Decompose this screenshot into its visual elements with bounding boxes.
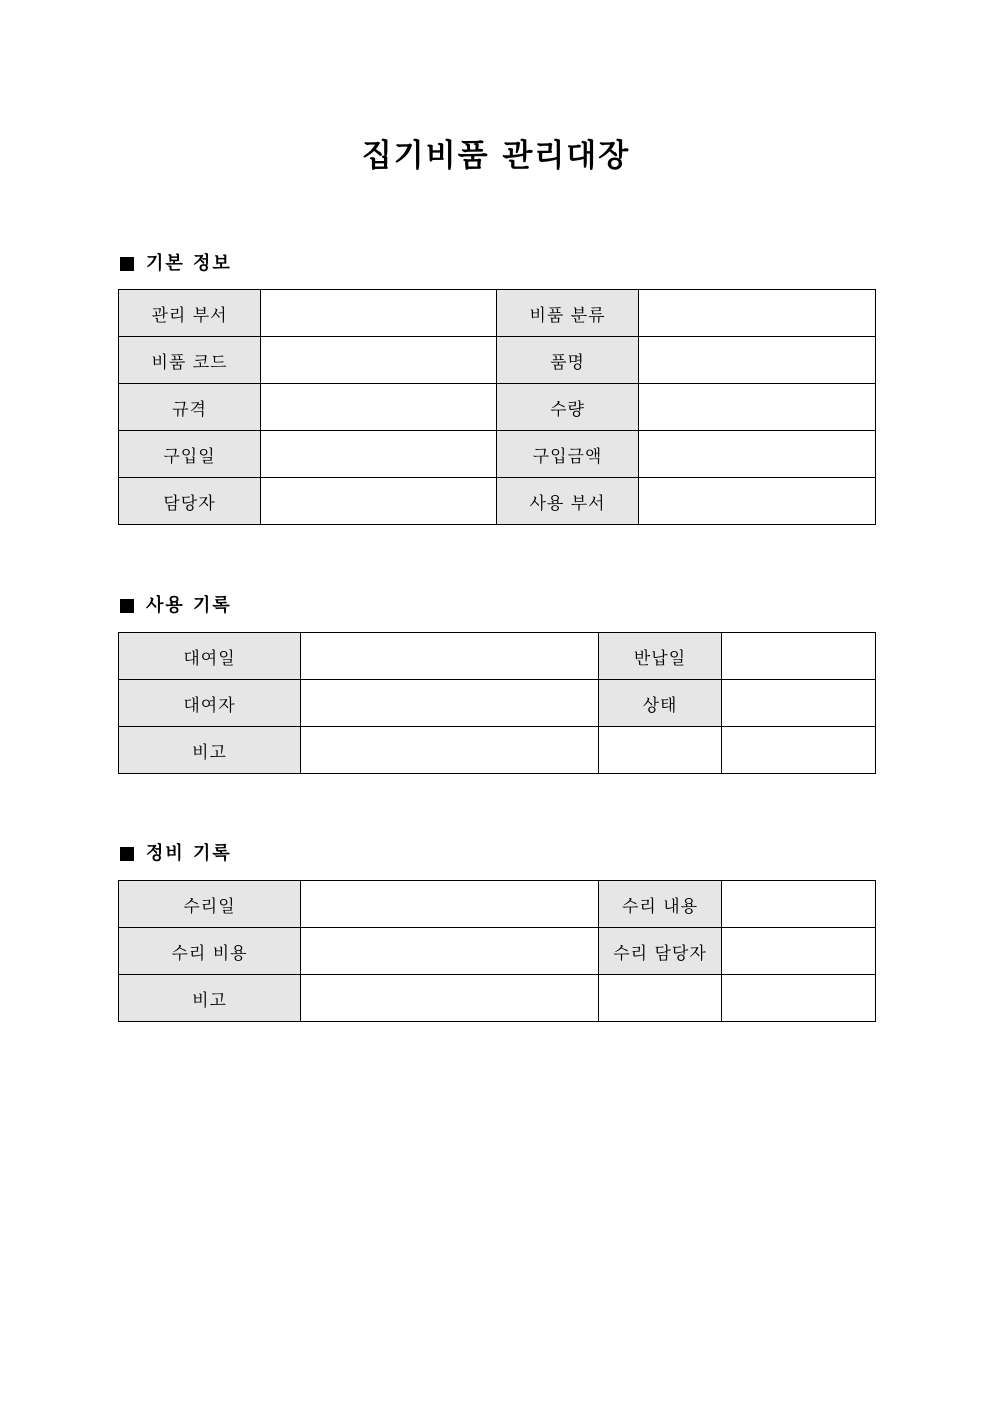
field-label: 상태	[599, 680, 722, 727]
field-label: 품명	[497, 337, 639, 384]
quantity-field[interactable]	[639, 384, 876, 431]
maintenance-remarks-field[interactable]	[301, 975, 599, 1022]
field-label: 비품 분류	[497, 290, 639, 337]
table-row	[119, 384, 876, 431]
borrower-field[interactable]	[301, 680, 599, 727]
field-label: 비고	[119, 727, 301, 774]
square-bullet-icon	[120, 257, 134, 271]
purchase-date-field[interactable]	[261, 431, 497, 478]
field-label: 비고	[119, 975, 301, 1022]
table-row	[119, 431, 876, 478]
status-field[interactable]	[722, 680, 876, 727]
section-title-usage: 사용 기록	[146, 595, 232, 616]
field-label: 수리일	[119, 881, 301, 928]
usage-record-table	[118, 632, 876, 774]
square-bullet-icon	[120, 847, 134, 861]
square-bullet-icon	[120, 599, 134, 613]
section-heading-maintenance	[118, 841, 232, 867]
section-heading-basic	[118, 251, 232, 277]
return-date-field[interactable]	[722, 633, 876, 680]
field-label: 수리 비용	[119, 928, 301, 975]
specification-field[interactable]	[261, 384, 497, 431]
table-row	[119, 928, 876, 975]
usage-remarks-field[interactable]	[301, 727, 599, 774]
purchase-amount-field[interactable]	[639, 431, 876, 478]
table-row	[119, 633, 876, 680]
table-row	[119, 680, 876, 727]
management-department-field[interactable]	[261, 290, 497, 337]
section-heading-usage	[118, 593, 232, 619]
table-row	[119, 727, 876, 774]
maintenance-record-table	[118, 880, 876, 1022]
repair-manager-field[interactable]	[722, 928, 876, 975]
field-label: 대여일	[119, 633, 301, 680]
field-label: 구입금액	[497, 431, 639, 478]
table-row	[119, 881, 876, 928]
field-label: 수량	[497, 384, 639, 431]
using-department-field[interactable]	[639, 478, 876, 525]
field-label: 대여자	[119, 680, 301, 727]
table-row	[119, 290, 876, 337]
section-title-basic: 기본 정보	[146, 253, 232, 274]
field-label: 담당자	[119, 478, 261, 525]
empty-cell[interactable]	[722, 975, 876, 1022]
repair-cost-field[interactable]	[301, 928, 599, 975]
table-row	[119, 337, 876, 384]
field-label: 관리 부서	[119, 290, 261, 337]
empty-cell[interactable]	[599, 727, 722, 774]
field-label: 수리 내용	[599, 881, 722, 928]
repair-details-field[interactable]	[722, 881, 876, 928]
table-row	[119, 975, 876, 1022]
section-title-maintenance: 정비 기록	[146, 843, 232, 864]
field-label: 규격	[119, 384, 261, 431]
manager-field[interactable]	[261, 478, 497, 525]
empty-cell[interactable]	[599, 975, 722, 1022]
repair-date-field[interactable]	[301, 881, 599, 928]
item-category-field[interactable]	[639, 290, 876, 337]
rental-date-field[interactable]	[301, 633, 599, 680]
table-row	[119, 478, 876, 525]
field-label: 사용 부서	[497, 478, 639, 525]
field-label: 반납일	[599, 633, 722, 680]
document-title: 집기비품 관리대장	[361, 138, 631, 174]
field-label: 구입일	[119, 431, 261, 478]
item-code-field[interactable]	[261, 337, 497, 384]
field-label: 비품 코드	[119, 337, 261, 384]
field-label: 수리 담당자	[599, 928, 722, 975]
item-name-field[interactable]	[639, 337, 876, 384]
empty-cell[interactable]	[722, 727, 876, 774]
basic-info-table	[118, 289, 876, 525]
